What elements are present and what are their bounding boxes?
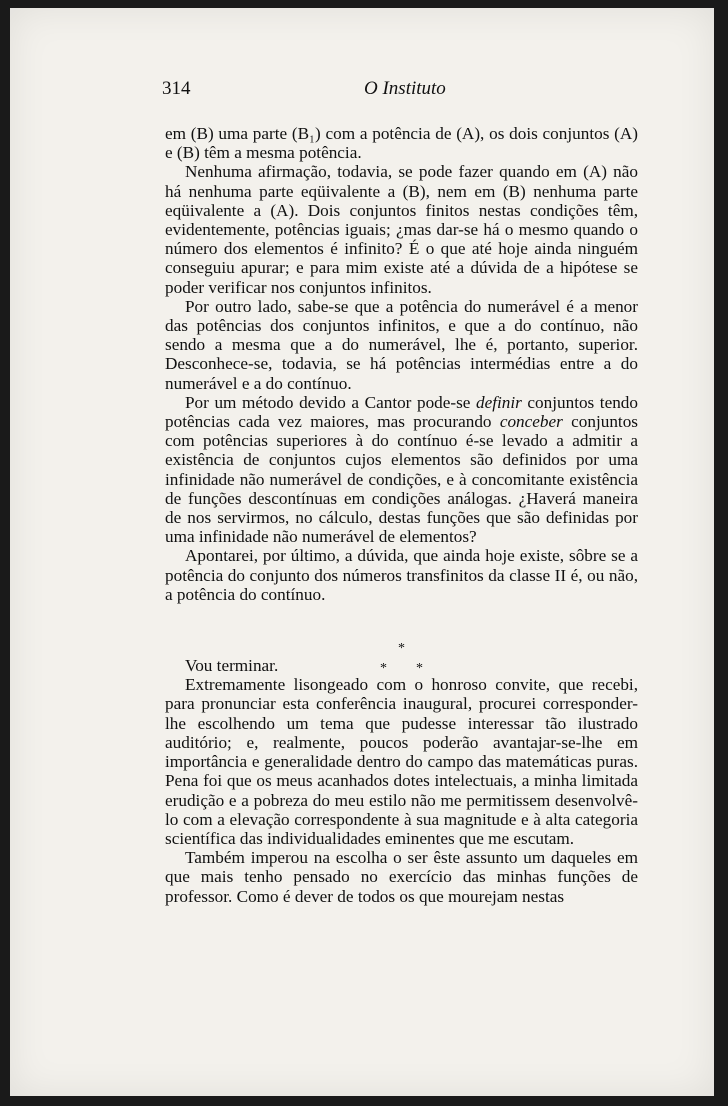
paragraph: Apontarei, por último, a dúvida, que ainda hoje existe, sôbre se a potência do conjunto dos números transfinitos da classe II é, ou não, a potência do contínuo.: [165, 546, 638, 604]
text-run: Por um método devido a Cantor pode-se: [185, 392, 476, 412]
emphasis-definir: definir: [476, 392, 522, 412]
separator-star: *: [398, 641, 405, 656]
separator-star: *: [380, 661, 387, 676]
text-run: conjuntos com potências superiores à do contínuo é-se levado a admitir a existência de conjuntos cujos elementos são definidos por uma infinidade não numerável de condições, e à concomitante existência de funções descontínuas em condições análogas. ¿Haverá maneira de nos servirmos, no cálculo, destas funções que são definidas por uma infinidade não numerável de elementos?: [165, 412, 638, 547]
paragraph: Por outro lado, sabe-se que a potência do numerável é a menor das potências dos conjuntos infinitos, e que a do contínuo, não sendo a mesma que a do numerável, lhe é, portanto, superior. Desconhece-se, todavia, se há potências intermédias entre a do numerável e a do contínuo.: [165, 296, 638, 393]
paragraph: Extremamente lisongeado com o honroso convite, que recebi, para pronunciar esta conferência inaugural, procurei corresponder-lhe escolhendo um tema que pudesse interessar tão ilustrado auditório; e, realmente, poucos poderão avantajar-se-lhe em importância e generalidade dentro do campo das matemáticas puras. Pena foi que os meus acanhados dotes intelectuais, a minha limitada erudição e a pobreza do meu estilo não me permitissem desenvolvê-lo com a elevação correspondente à sua magnitude e à alta categoria scientífica das individualidades eminentes que me escutam.: [165, 675, 638, 848]
paragraph-cantor: [165, 393, 638, 547]
book-page: [10, 8, 714, 1096]
running-title: O Instituto: [364, 78, 446, 99]
separator-star: *: [416, 661, 423, 676]
emphasis-conceber: conceber: [499, 412, 563, 432]
body-text: [165, 124, 638, 906]
page-header: [162, 78, 642, 102]
page-number: 314: [162, 78, 191, 99]
paragraph: Nenhuma afirmação, todavia, se pode fazer quando em (A) não há nenhuma parte eqüivalente a (B), nem em (B) nenhuma parte eqüivalente a (A). Dois conjuntos finitos nestas condições têm, evidentemente, potências iguais; ¿mas dar-se há o mesmo quando o número dos elementos é infinito? É o que até hoje ainda ninguém conseguiu apurar; e para mim existe até a dúvida de a hipótese se poder verificar nos conjuntos infinitos.: [165, 162, 638, 297]
paragraph: Vou terminar.: [185, 656, 279, 676]
paragraph: Também imperou na escolha o ser êste assunto um daqueles em que mais tenho pensado no exercício das minhas funções de professor. Como é dever de todos os que mourejam nestas: [165, 848, 638, 906]
paragraph: em (B) uma parte (B₁) com a potência de (A), os dois conjuntos (A) e (B) têm a mesma potência.: [165, 124, 638, 163]
text-run: conjuntos tendo potências cada vez maiores, mas procurando: [165, 392, 638, 432]
